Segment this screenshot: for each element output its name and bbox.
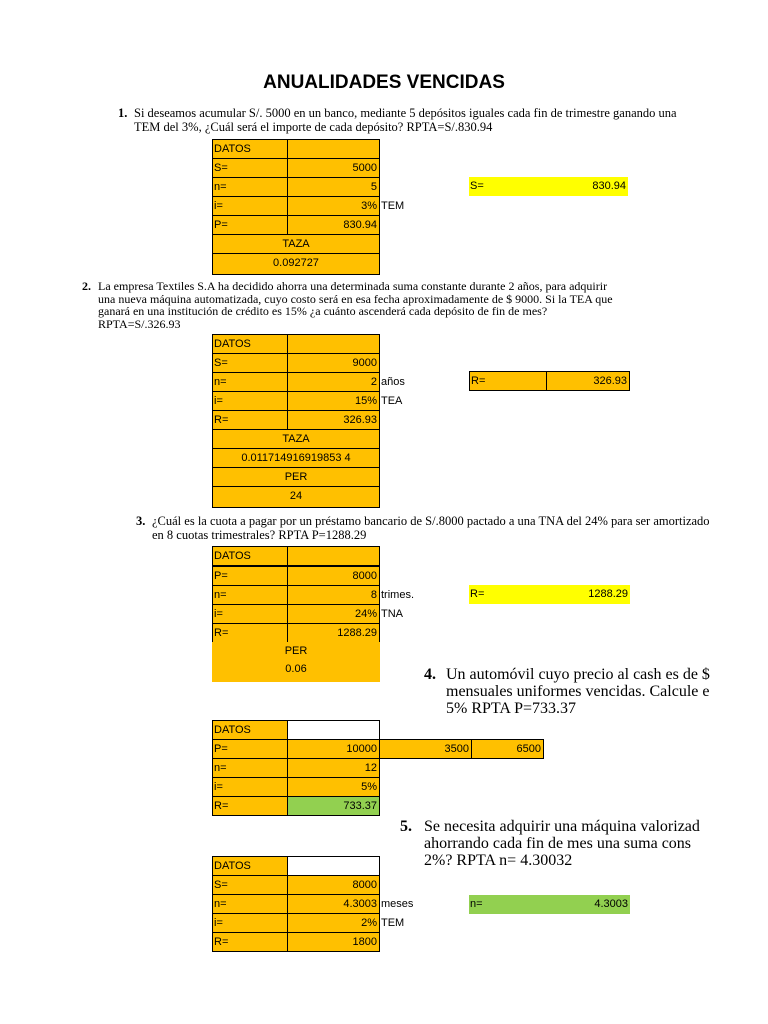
p5-row-label: n= (212, 894, 288, 914)
p1-result-value: 830.94 (546, 177, 628, 196)
p2-row-value: 326.93 (287, 410, 380, 430)
p4-row-value: 733.37 (287, 796, 380, 816)
problem-2-number: 2. (82, 279, 91, 293)
problem-5-statement (400, 818, 768, 872)
p3-per-block (212, 642, 380, 682)
p2-row-value: 2 (287, 372, 380, 392)
p1-taza-label: TAZA (212, 234, 380, 254)
p5-row-unit: meses (381, 898, 414, 910)
p2-result-value: 326.93 (546, 371, 630, 391)
p3-row-label: n= (212, 585, 288, 605)
p1-row-value: 5 (287, 177, 380, 197)
p1-row-value: 830.94 (287, 215, 380, 235)
p5-row-unit: TEM (381, 917, 405, 929)
p5-row-label: i= (212, 913, 288, 933)
p3-datos-header-blank (287, 546, 380, 566)
p3-per-label: PER (284, 645, 308, 657)
p1-row-label: n= (212, 177, 288, 197)
p5-row-value: 2% (287, 913, 380, 933)
p4-datos-header-blank (287, 720, 380, 740)
p5-row-label: S= (212, 875, 288, 895)
problem-5-text: Se necesita adquirir una máquina valorizad ahorrando cada fin de mes una suma cons 2%? RPTA n= 4.30032 (424, 818, 700, 869)
problem-4-text: Un automóvil cuyo precio al cash es de $ mensuales uniformes vencidas. Calcule e 5% RPTA P=733.37 (446, 666, 710, 717)
p3-result-value: 1288.29 (546, 585, 630, 604)
problem-4-statement (424, 666, 768, 720)
p3-datos-header: DATOS (212, 546, 288, 566)
p1-result-label: S= (469, 177, 547, 196)
p4-row-label: R= (212, 796, 288, 816)
p5-row-value: 8000 (287, 875, 380, 895)
p2-taza-label: TAZA (212, 429, 380, 449)
problem-1-statement (118, 106, 758, 136)
p3-row-label: i= (212, 604, 288, 624)
p3-row-label: P= (212, 566, 288, 586)
page-title: ANUALIDADES VENCIDAS (263, 72, 505, 93)
p1-row-unit: TEM (381, 200, 405, 212)
p5-row-label: R= (212, 932, 288, 952)
p3-per-value: 0.06 (285, 663, 307, 675)
p4-datos-header: DATOS (212, 720, 288, 740)
p5-datos-header-blank (287, 856, 380, 876)
p2-row-unit: años (381, 376, 405, 388)
p1-row-label: S= (212, 158, 288, 178)
p1-taza-value: 0.092727 (212, 253, 380, 275)
p3-result-label: R= (469, 585, 547, 604)
problem-5-number: 5. (400, 818, 412, 835)
p1-row-value: 5000 (287, 158, 380, 178)
p5-datos-header: DATOS (212, 856, 288, 876)
p5-row-value: 4.3003 (287, 894, 380, 914)
p2-row-value: 15% (287, 391, 380, 411)
p4-row-extra2: 6500 (471, 739, 544, 759)
p3-row-value: 24% (287, 604, 380, 624)
p2-row-label: i= (212, 391, 288, 411)
p2-datos-header-blank (287, 334, 380, 354)
p2-row-label: n= (212, 372, 288, 392)
problem-2-text: La empresa Textiles S.A ha decidido ahorra una determinada suma constante durante 2 años, para adquirir una nueva máquina automatizada, cuyo costo será en esa fecha aproximadamente de $ 9000. Si la TEA que ganará en una institución de crédito es 15% ¿a cuánto ascenderá cada depósito de fin de mes? RPTA=S/.326.93 (98, 279, 613, 331)
p4-row-value: 10000 (287, 739, 380, 759)
p5-result-value: 4.3003 (546, 895, 630, 914)
p2-datos-header: DATOS (212, 334, 288, 354)
p3-row-value: 1288.29 (287, 623, 380, 643)
p2-row-label: R= (212, 410, 288, 430)
p5-row-value: 1800 (287, 932, 380, 952)
p3-row-unit: TNA (381, 608, 403, 620)
p4-row-label: P= (212, 739, 288, 759)
p1-datos-header-blank (287, 139, 380, 159)
p4-row-label: i= (212, 777, 288, 797)
p3-row-value: 8 (287, 585, 380, 605)
p1-row-label: P= (212, 215, 288, 235)
p4-row-label: n= (212, 758, 288, 778)
p4-row-value: 12 (287, 758, 380, 778)
p2-row-value: 9000 (287, 353, 380, 373)
p3-row-unit: trimes. (381, 589, 414, 601)
p4-row-value: 5% (287, 777, 380, 797)
problem-3-statement (136, 514, 768, 544)
problem-1-number: 1. (118, 106, 128, 120)
problem-1-text: Si deseamos acumular S/. 5000 en un banco, mediante 5 depósitos iguales cada fin de trimestre ganando una TEM del 3%, ¿Cuál será el importe de cada depósito? RPTA=S/.830.94 (134, 106, 677, 134)
p5-result-label: n= (469, 895, 547, 914)
p2-per-value: 24 (212, 486, 380, 508)
problem-2-statement (82, 280, 706, 336)
p1-datos-header: DATOS (212, 139, 288, 159)
p2-result-label: R= (469, 371, 547, 391)
p2-per-label: PER (212, 467, 380, 487)
problem-3-number: 3. (136, 514, 146, 528)
p3-row-value: 8000 (287, 566, 380, 586)
p3-row-label: R= (212, 623, 288, 643)
p2-taza-value: 0.011714916919853 4 (212, 448, 380, 468)
p2-row-label: S= (212, 353, 288, 373)
p4-row-extra1: 3500 (379, 739, 472, 759)
p1-row-label: i= (212, 196, 288, 216)
problem-3-text: ¿Cuál es la cuota a pagar por un préstamo bancario de S/.8000 pactado a una TNA del 24% para ser amortizado en 8 cuotas trimestrales? RPTA P=1288.29 (152, 514, 710, 542)
problem-4-number: 4. (424, 666, 436, 683)
p2-row-unit: TEA (381, 395, 403, 407)
p1-row-value: 3% (287, 196, 380, 216)
